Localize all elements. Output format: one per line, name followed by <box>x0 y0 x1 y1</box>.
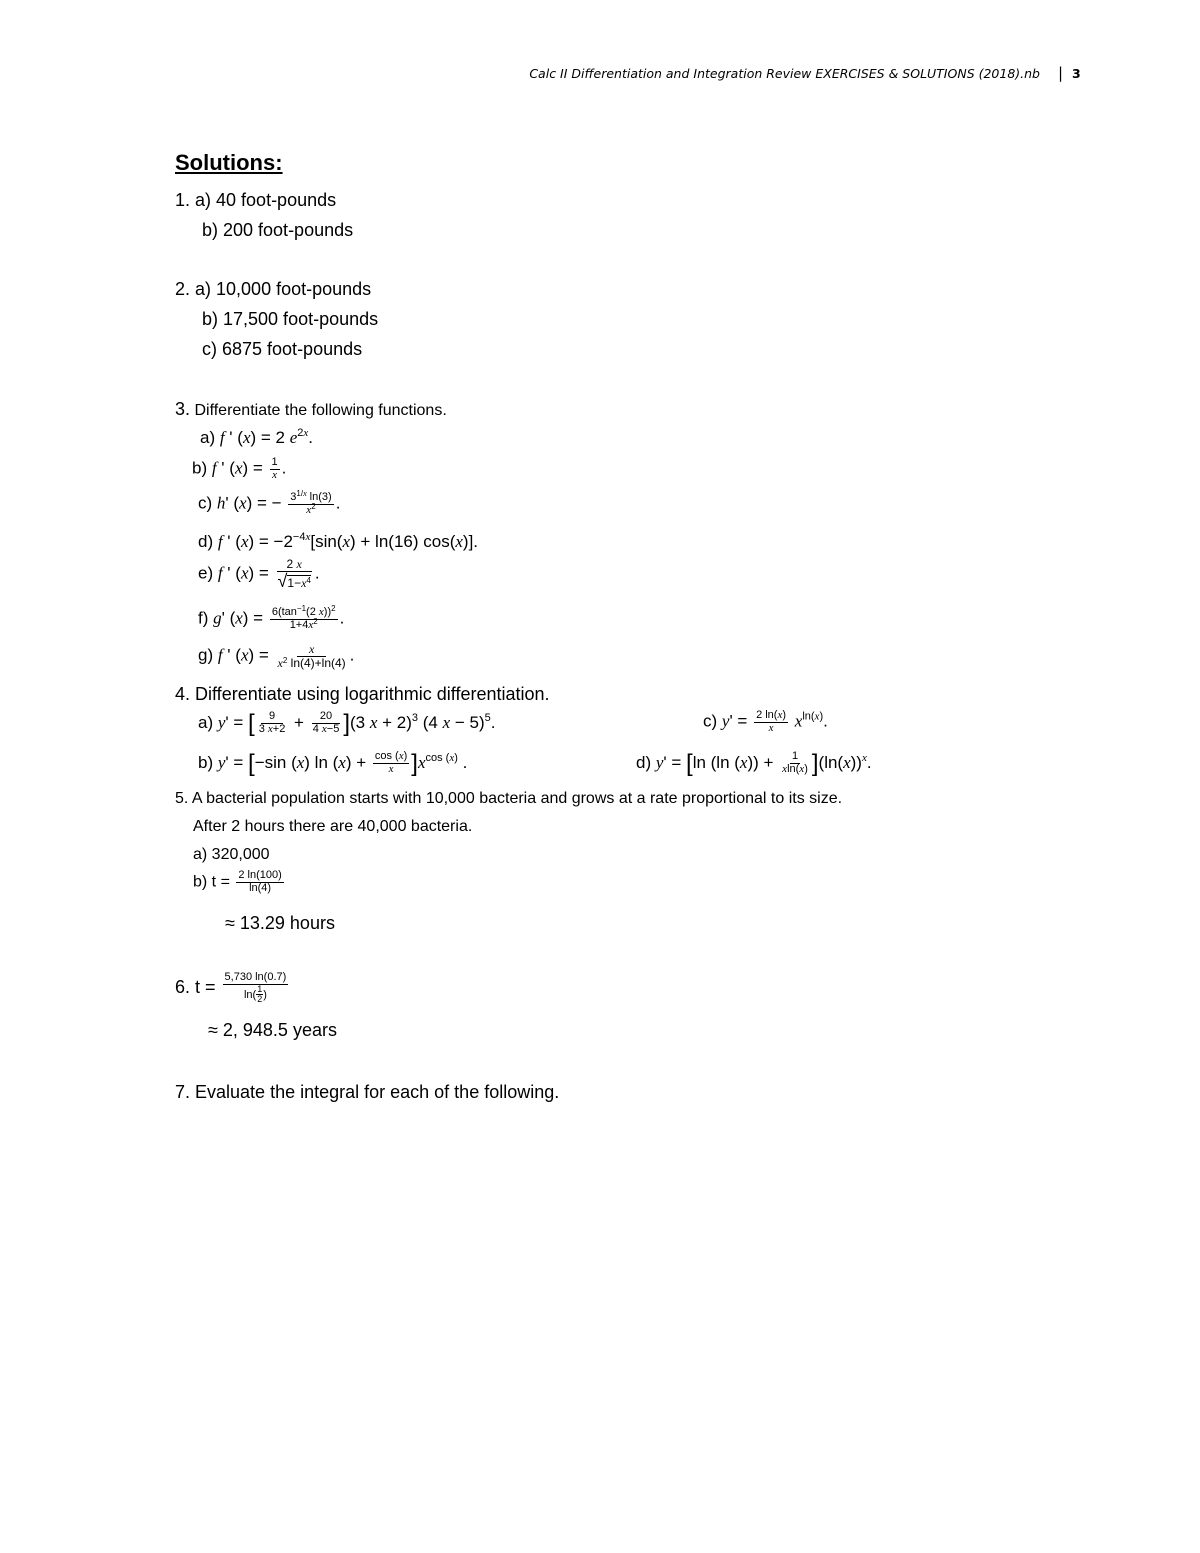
p3-number: 3. <box>175 399 191 419</box>
p3-intro <box>175 399 447 420</box>
p4-b: b) y' = [−sin (x) ln (x) + $\frac{\cos (x)}{x}$ ]$x^{cos (x)}$ . <box>198 750 468 777</box>
p6-denominator: ln( $\frac{1}{2}$ ) <box>243 983 267 1004</box>
p1-a: 1. a) 40 foot-pounds <box>175 190 337 210</box>
p5-a: a) 320,000 <box>193 846 270 863</box>
p4-intro: 4. Differentiate using logarithmic differentiation. <box>175 684 550 704</box>
p2-c: c) 6875 foot-pounds <box>202 339 363 359</box>
p5-line1: 5. A bacterial population starts with 10,000 bacteria and grows at a rate proportional to its size. <box>175 790 843 807</box>
p6-numerator: 5,730 ln(0.7) <box>224 971 287 983</box>
p3-b: b) f ' (x) = $\frac{1}{x}$ . <box>192 456 287 481</box>
p4-a: a) y' = [ $\frac{9}{3 x+2}$ + $\frac{20}{4 x-5}$ ](3 x + 2)$^3$ (4 x − 5)$^5$. <box>198 710 496 737</box>
p5-b-numerator: 2 ln(100) <box>238 869 282 881</box>
p3-c: c) h' (x) = − $\frac{3^{1/x} \ln(3)}{x^2}$ . <box>198 489 341 516</box>
p3-a: a) f ' (x) = 2 $e^{2x}$. <box>200 427 313 447</box>
p4-d: d) y' = [ln (ln (x)) + $\frac{1}{xln(x)}$ ]$(\ln(x))^x$. <box>636 750 872 777</box>
p7-text: 7. Evaluate the integral for each of the following. <box>175 1082 560 1102</box>
p5-b-denominator: ln(4) <box>249 881 272 894</box>
p1-b: b) 200 foot-pounds <box>202 220 354 240</box>
p5-line2: After 2 hours there are 40,000 bacteria. <box>193 818 473 835</box>
p2-a: 2. a) 10,000 foot-pounds <box>175 279 372 299</box>
p4-c: c) y' = $\frac{2 \ln(x)}{x}$ $x^{ln(x)}$. <box>703 709 828 734</box>
p6-approx: ≈ 2, 948.5 years <box>208 1020 337 1040</box>
p3-f: f) g' (x) = $\frac{6(\tan^{-1}(2 x))^2}{1+4x^2}$ . <box>198 604 345 631</box>
p3-e: e) f ' (x) = $\frac{2 x}{√1-x^4}$ . <box>198 557 320 591</box>
p6-formula <box>175 972 290 1004</box>
p3-g: g) f ' (x) = $\frac{x}{x^2 \ln(4)+\ln(4)}$ . <box>198 642 355 670</box>
header-separator: | <box>1058 64 1064 82</box>
p5-b-label: b) t = <box>193 873 235 891</box>
p5-b <box>193 870 286 894</box>
p6-label: 6. t = <box>175 976 221 997</box>
p3-d: d) f ' $(x) = -2^{-4x}[\sin(x) + \ln(16)$ cos(x)]. <box>198 531 479 551</box>
running-header: Calc II Differentiation and Integration Review EXERCISES & SOLUTIONS (2018).nb <box>529 66 1040 81</box>
page-number: 3 <box>1072 66 1081 81</box>
solutions-title: Solutions: <box>175 150 283 175</box>
p2-b: b) 17,500 foot-pounds <box>202 309 379 329</box>
p3-intro-text: Differentiate the following functions. <box>194 402 447 419</box>
p5-approx: ≈ 13.29 hours <box>225 913 335 933</box>
